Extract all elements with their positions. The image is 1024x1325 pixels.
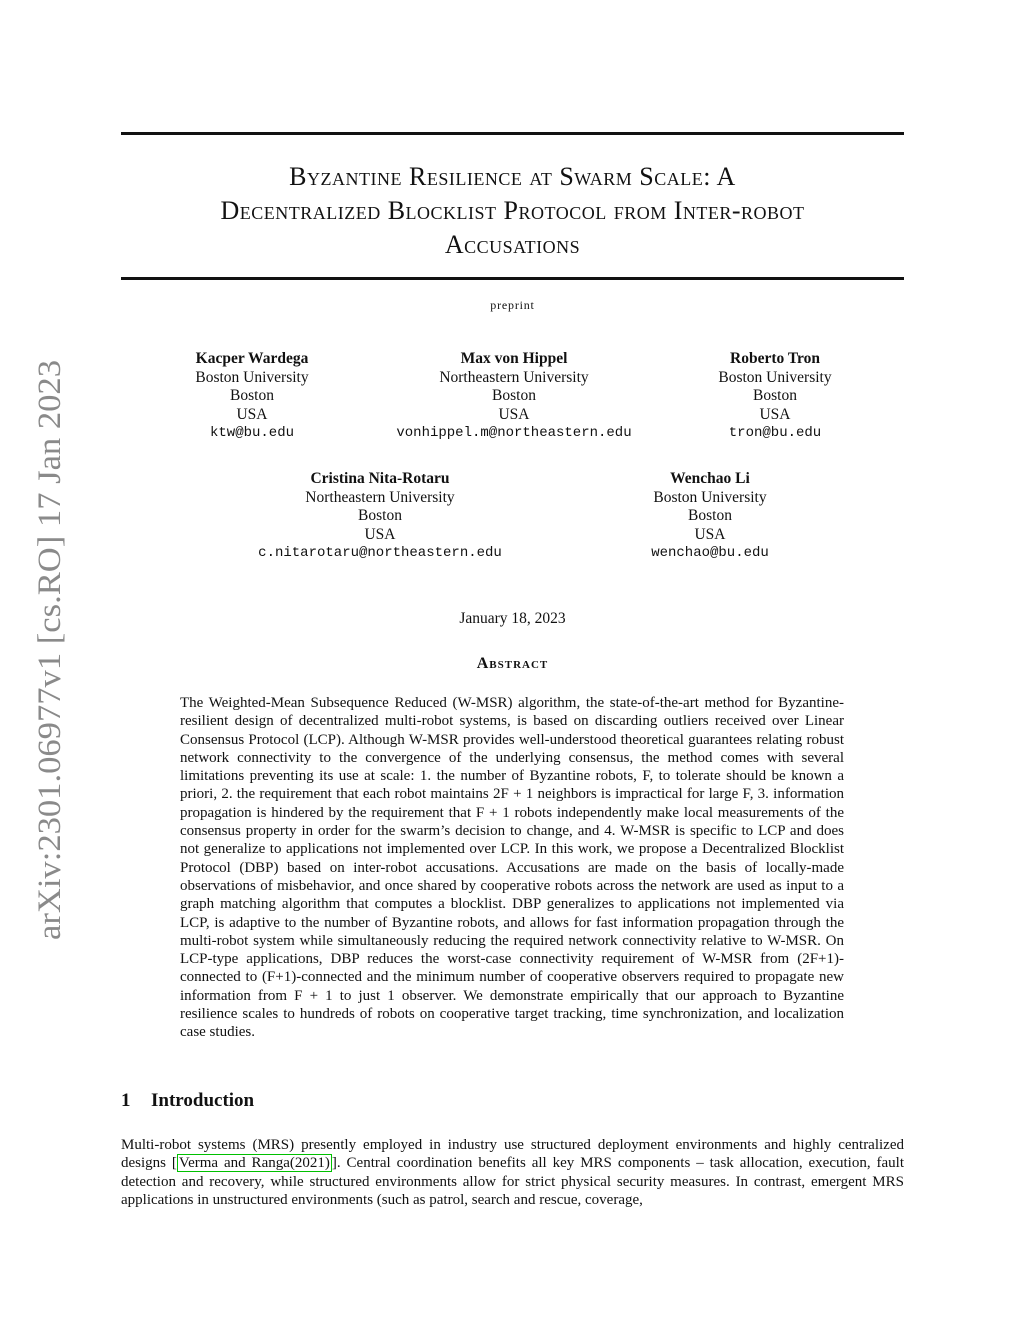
author-city: Boston (492, 387, 536, 404)
author-block (651, 470, 769, 563)
author-country: USA (694, 525, 726, 543)
author-affiliation: Boston University (653, 488, 767, 506)
arxiv-side-stamp (18, 355, 78, 945)
introduction-paragraph (121, 1136, 904, 1209)
publication-date: January 18, 2023 (459, 610, 566, 627)
abstract-heading: Abstract (476, 655, 549, 672)
author-affiliation: Northeastern University (439, 368, 589, 386)
title-bottom-rule (121, 277, 904, 280)
author-email[interactable]: ktw@bu.edu (209, 425, 294, 441)
author-block (195, 350, 308, 443)
author-city: Boston (358, 507, 402, 524)
author-email[interactable]: c.nitarotaru@northeastern.edu (258, 545, 502, 561)
citation-link[interactable]: Verma and Ranga(2021) (178, 1155, 330, 1172)
author-country: USA (364, 525, 396, 543)
author-name: Cristina Nita-Rotaru (310, 470, 450, 487)
section-title: Introduction (151, 1090, 255, 1111)
author-city: Boston (753, 387, 797, 404)
author-affiliation: Boston University (718, 368, 832, 386)
author-country: USA (236, 405, 268, 423)
title-line: Byzantine Resilience at Swarm Scale: A (289, 162, 736, 191)
author-city: Boston (688, 507, 732, 524)
author-country: USA (759, 405, 791, 423)
section-number: 1 (121, 1090, 131, 1111)
author-affiliation: Northeastern University (305, 488, 455, 506)
author-name: Max von Hippel (460, 350, 568, 367)
arxiv-identifier: arXiv:2301.06977v1 [cs.RO] 17 Jan 2023 (32, 386, 68, 940)
author-name: Wenchao Li (670, 470, 750, 487)
author-affiliation: Boston University (195, 368, 309, 386)
section-heading (121, 1090, 254, 1112)
intro-text: Multi-robot systems (MRS) presently employed in industry use structured deployment environments and highly centralized designs [ (121, 1137, 904, 1172)
author-block (396, 350, 631, 443)
intro-text: ]. Central coordination benefits all key MRS components – task allocation, execution, fault detection and recovery, while structured environments allow for strict physical security measures. In contrast, emergent MRS applications in unstructured environments (such as patrol, search and rescue, coverage, (121, 1155, 904, 1208)
author-block (718, 350, 831, 443)
author-name: Roberto Tron (730, 350, 820, 367)
abstract-text: The Weighted-Mean Subsequence Reduced (W-MSR) algorithm, the state-of-the-art method for Byzantine-resilient design of decentralized multi-robot systems, is based on discarding outliers received over Linear Consensus Protocol (LCP). Although W-MSR provides well-understood theoretical guarantees relating robust network connectivity to the convergence of the underlying consensus, the method comes with several limitations preventing its use at scale: 1. the number of Byzantine robots, F, to tolerate should be known a priori, 2. the requirement that each robot maintains 2F + 1 neighbors is impractical for large F, 3. information propagation is hindered by the requirement that F + 1 robots independently make local measurements of the consensus property in order for the swarm’s decision to change, and 4. W-MSR is specific to LCP and does not generalize to applications not implemented over LCP. In this work, we propose a Decentralized Blocklist Protocol (DBP) based on inter-robot accusations. Accusations are made on the basis of locally-made observations of misbehavior, and once shared by cooperative robots across the network are used as input to a graph matching algorithm that computes a blocklist. DBP generalizes to applications not implemented via LCP, is adaptive to the number of Byzantine robots, and allows for fast information propagation through the multi-robot system while simultaneously reducing the required network connectivity relative to W-MSR. On LCP-type applications, DBP reduces the worst-case connectivity requirement of W-MSR from (2F+1)-connected to (F+1)-connected and the minimum number of cooperative observers required to propagate new information from F + 1 to just 1 observer. We demonstrate empirically that our approach to Byzantine resilience scales to hundreds of robots on cooperative target tracking, time synchronization, and localization case studies. (180, 695, 844, 1041)
author-country: USA (498, 405, 530, 423)
title-line: Accusations (444, 230, 581, 259)
author-name: Kacper Wardega (195, 350, 309, 367)
author-email[interactable]: vonhippel.m@northeastern.edu (396, 425, 632, 441)
author-block (258, 470, 502, 563)
title-line: Decentralized Blocklist Protocol from Inter-robot (220, 196, 805, 225)
paper-title (121, 160, 904, 262)
preprint-label: preprint (490, 298, 535, 312)
author-city: Boston (230, 387, 274, 404)
title-top-rule (121, 132, 904, 135)
author-email[interactable]: tron@bu.edu (728, 425, 822, 441)
author-email[interactable]: wenchao@bu.edu (651, 545, 769, 561)
